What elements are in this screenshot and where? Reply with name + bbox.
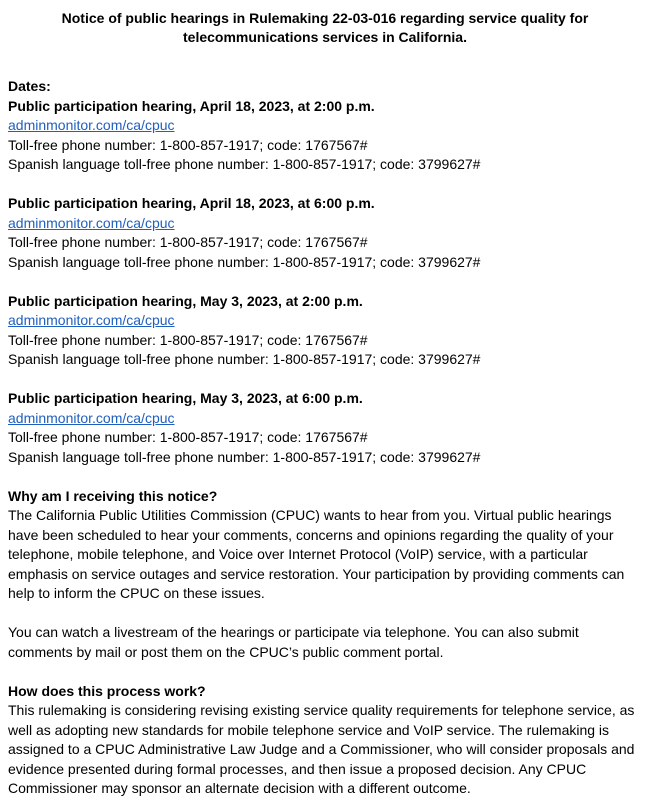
livestream-link[interactable]: adminmonitor.com/ca/cpuc: [8, 214, 175, 231]
hearing-block-4: [8, 389, 642, 467]
spanish-toll-free-phone: Spanish language toll-free phone number: 1-800-857-1917; code: 3799627#: [8, 253, 481, 270]
livestream-link[interactable]: adminmonitor.com/ca/cpuc: [8, 117, 175, 133]
notice-title: Notice of public hearings in Rulemaking 22-03-016 regarding service quality for telecommunications services in California.: [61, 10, 589, 45]
spanish-toll-free-phone: Spanish language toll-free phone number: 1-800-857-1917; code: 3799627#: [8, 351, 481, 367]
hearing-title: Public participation hearing, April 18, 2023, at 2:00 p.m.: [8, 97, 375, 114]
spanish-toll-free-phone: Spanish language toll-free phone number: 1-800-857-1917; code: 3799627#: [8, 156, 481, 172]
process-paragraph: This rulemaking is considering revising existing service quality requirements for telephone service, as well as adopting new standards for mobile telephone service and VoIP service. The rulemaking is assigned to a CPUC Administrative Law Judge and a Commissioner, who will consider proposals and evidence presented during formal processes, and then issue a proposed decision. Any CPUC Commissioner may sponsor an alternate decision with a different outcome.: [8, 702, 635, 796]
spanish-toll-free-phone: Spanish language toll-free phone number: 1-800-857-1917; code: 3799627#: [8, 448, 481, 465]
dates-label: Dates:: [8, 78, 51, 94]
hearing-block-3: [8, 292, 642, 370]
hearing-title: Public participation hearing, May 3, 2023, at 6:00 p.m.: [8, 390, 363, 406]
hearing-title: Public participation hearing, April 18, 2023, at 6:00 p.m.: [8, 195, 375, 211]
livestream-link[interactable]: adminmonitor.com/ca/cpuc: [8, 409, 175, 426]
toll-free-phone: Toll-free phone number: 1-800-857-1917; code: 1767567#: [8, 136, 368, 153]
process-heading: How does this process work?: [8, 682, 206, 699]
why-paragraph-1: The California Public Utilities Commission (CPUC) wants to hear from you. Virtual public hearings have been scheduled to hear your comments, concerns and opinions regarding the quality of your telephone, mobile telephone, and Voice over Internet Protocol (VoIP) service, with a particular emphasis on service outages and service restoration. Your participation by providing comments can help to inform the CPUC on these issues.: [8, 507, 625, 601]
why-paragraph-2: You can watch a livestream of the hearings or participate via telephone. You can also submit comments by mail or post them on the CPUC’s public comment portal.: [8, 624, 579, 660]
toll-free-phone: Toll-free phone number: 1-800-857-1917; code: 1767567#: [8, 234, 368, 250]
hearing-block-2: [8, 194, 642, 272]
hearing-title: Public participation hearing, May 3, 2023, at 2:00 p.m.: [8, 292, 363, 309]
toll-free-phone: Toll-free phone number: 1-800-857-1917; code: 1767567#: [8, 429, 368, 445]
why-heading: Why am I receiving this notice?: [8, 487, 218, 504]
toll-free-phone: Toll-free phone number: 1-800-857-1917; code: 1767567#: [8, 331, 368, 348]
hearing-block-1: [8, 97, 642, 175]
livestream-link[interactable]: adminmonitor.com/ca/cpuc: [8, 312, 175, 328]
